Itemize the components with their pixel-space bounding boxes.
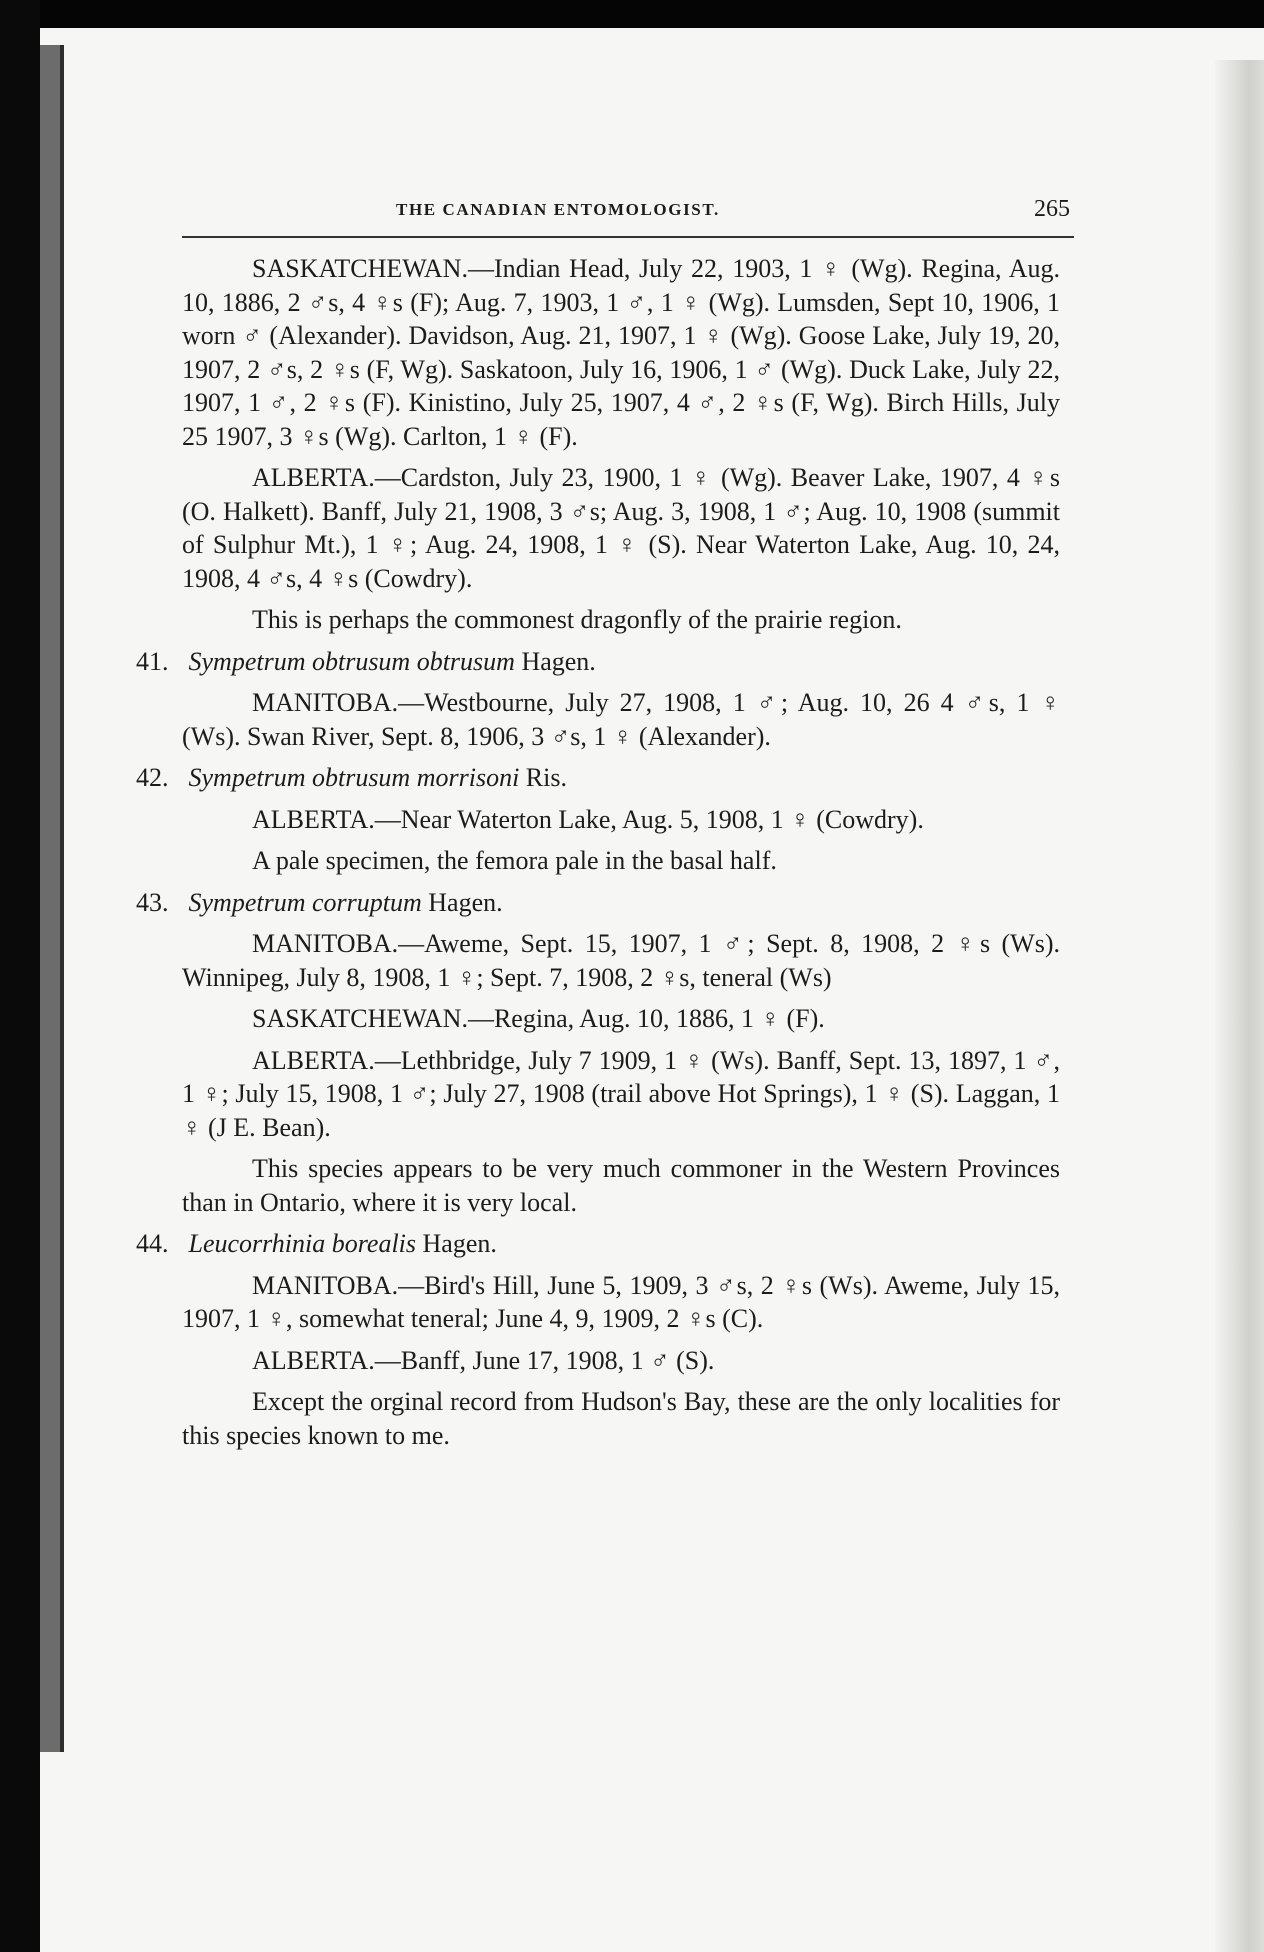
paragraph-alberta-records: ALBERTA.—Lethbridge, July 7 1909, 1 ♀ (Ws). Banff, Sept. 13, 1897, 1 ♂, 1 ♀; July 15, 1908, 1 ♂; July 27, 1908 (trail above Hot Springs), 1 ♀ (S). Laggan, 1 ♀ (J E. Bean).	[182, 1045, 1060, 1142]
species-author: Hagen.	[521, 646, 596, 676]
species-number: 41.	[136, 646, 169, 676]
species-name: Sympetrum corruptum	[188, 887, 422, 917]
species-entry-41	[136, 645, 1060, 679]
paragraph-remark: Except the orginal record from Hudson's Bay, these are the only localities for this species known to me.	[182, 1387, 1060, 1450]
species-author: Hagen.	[422, 1229, 497, 1258]
paragraph-saskatchewan-records: SASKATCHEWAN.—Regina, Aug. 10, 1886, 1 ♀ (F).	[252, 1004, 825, 1033]
paragraph-manitoba-records: MANITOBA.—Aweme, Sept. 15, 1907, 1 ♂; Sept. 8, 1908, 2 ♀s (Ws). Winnipeg, July 8, 1908, 1 ♀; Sept. 7, 1908, 2 ♀s, teneral (Ws)	[182, 929, 1060, 992]
species-entry-43	[136, 886, 1060, 920]
page-stack-edge	[1215, 60, 1264, 1952]
species-author: Hagen.	[428, 887, 503, 917]
paragraph-alberta-records: ALBERTA.—Banff, June 17, 1908, 1 ♂ (S).	[252, 1345, 715, 1375]
species-name: Sympetrum obtrusum obtrusum	[188, 646, 515, 676]
running-head: THE CANADIAN ENTOMOLOGIST.	[396, 200, 720, 219]
species-number: 42.	[136, 763, 169, 792]
book-spine-edge	[60, 45, 64, 1752]
paragraph-remark: This is perhaps the commonest dragonfly of the prairie region.	[252, 605, 902, 634]
species-entry-42	[136, 761, 1060, 795]
scan-left-border	[0, 0, 40, 1952]
paragraph-remark: A pale specimen, the femora pale in the basal half.	[252, 846, 777, 875]
paragraph-alberta-records: ALBERTA.—Near Waterton Lake, Aug. 5, 1908, 1 ♀ (Cowdry).	[252, 804, 924, 834]
species-entry-44	[136, 1227, 1060, 1261]
scan-top-border	[0, 0, 1264, 28]
paragraph-saskatchewan-records: SASKATCHEWAN.—Indian Head, July 22, 1903, 1 ♀ (Wg). Regina, Aug. 10, 1886, 2 ♂s, 4 ♀s (F); Aug. 7, 1903, 1 ♂, 1 ♀ (Wg). Lumsden, Sept 10, 1906, 1 worn ♂ (Alexander). Davidson, Aug. 21, 1907, 1 ♀ (Wg). Goose Lake, July 19, 20, 1907, 2 ♂s, 2 ♀s (F, Wg). Saskatoon, July 16, 1906, 1 ♂ (Wg). Duck Lake, July 22, 1907, 1 ♂, 2 ♀s (F). Kinistino, July 25, 1907, 4 ♂, 2 ♀s (F, Wg). Birch Hills, July 25 1907, 3 ♀s (Wg). Carlton, 1 ♀ (F).	[182, 254, 1060, 451]
page-header	[182, 196, 1080, 230]
paragraph-remark: This species appears to be very much commoner in the Western Provinces than in Ontario, where it is very local.	[182, 1154, 1060, 1217]
species-name: Leucorrhinia borealis	[188, 1229, 417, 1258]
paragraph-manitoba-records: MANITOBA.—Westbourne, July 27, 1908, 1 ♂; Aug. 10, 26 4 ♂s, 1 ♀ (Ws). Swan River, Sept. 8, 1906, 3 ♂s, 1 ♀ (Alexander).	[182, 688, 1060, 751]
species-author: Ris.	[525, 763, 567, 792]
book-spine-shadow	[40, 45, 60, 1752]
species-number: 44.	[136, 1229, 169, 1258]
species-name: Sympetrum obtrusum morrisoni	[188, 763, 520, 792]
page-body	[136, 252, 1060, 1460]
page-number: 265	[1034, 196, 1070, 222]
paragraph-manitoba-records: MANITOBA.—Bird's Hill, June 5, 1909, 3 ♂s, 2 ♀s (Ws). Aweme, July 15, 1907, 1 ♀, somewhat teneral; June 4, 9, 1909, 2 ♀s (C).	[182, 1270, 1060, 1333]
paragraph-alberta-records: ALBERTA.—Cardston, July 23, 1900, 1 ♀ (Wg). Beaver Lake, 1907, 4 ♀s (O. Halkett). Banff, July 21, 1908, 3 ♂s; Aug. 3, 1908, 1 ♂; Aug. 10, 1908 (summit of Sulphur Mt.), 1 ♀; Aug. 24, 1908, 1 ♀ (S). Near Waterton Lake, Aug. 10, 24, 1908, 4 ♂s, 4 ♀s (Cowdry).	[182, 463, 1060, 593]
header-rule	[182, 236, 1074, 238]
species-number: 43.	[136, 887, 169, 917]
